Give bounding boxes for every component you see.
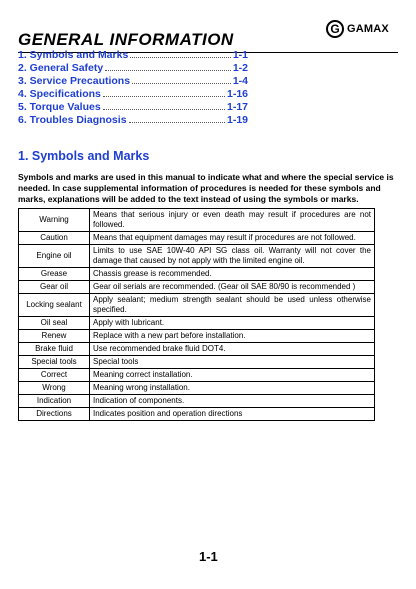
toc-leader-dots [132,82,231,84]
toc-entry-troubles-diagnosis[interactable] [18,114,248,127]
symbol-term: Indication [19,395,90,408]
table-row [19,330,375,343]
symbol-description: Gear oil serials are recommended. (Gear oil SAE 80/90 is recommended ) [90,281,375,294]
toc-entry-page: 1-19 [226,114,248,126]
table-row [19,245,375,268]
toc-entry-specifications[interactable] [18,88,248,101]
toc-entry-label: 3. Service Precautions [18,75,131,87]
toc-entry-label: 4. Specifications [18,88,101,100]
symbol-description: Means that serious injury or even death may result if procedures are not followed. [90,209,375,232]
symbol-description: Indication of components. [90,395,375,408]
table-row [19,408,375,421]
toc-entry-page: 1-16 [226,88,248,100]
toc-leader-dots [103,108,225,110]
symbol-description: Limits to use SAE 10W-40 API SG class oil. Warranty will not cover the damage that caused by not apply with the limited engine oil. [90,245,375,268]
table-row [19,268,375,281]
table-row [19,317,375,330]
symbol-description: Use recommended brake fluid DOT4. [90,343,375,356]
symbol-term: Directions [19,408,90,421]
table-row [19,343,375,356]
symbol-description: Chassis grease is recommended. [90,268,375,281]
table-row [19,232,375,245]
logo-text: GAMAX [347,23,389,35]
toc-entry-label: 5. Torque Values [18,101,101,113]
table-row [19,369,375,382]
toc-entry-general-safety[interactable] [18,62,248,75]
table-row [19,281,375,294]
symbol-term: Locking sealant [19,294,90,317]
symbol-description: Apply sealant; medium strength sealant should be used unless otherwise specified. [90,294,375,317]
toc-entry-label: 1. Symbols and Marks [18,49,129,61]
symbol-term: Renew [19,330,90,343]
symbol-term: Grease [19,268,90,281]
brand-logo [326,18,400,40]
toc-entry-page: 1-1 [232,49,248,61]
table-row [19,209,375,232]
symbol-description: Replace with a new part before installation. [90,330,375,343]
symbol-description: Special tools [90,356,375,369]
toc-entry-page: 1-17 [226,101,248,113]
toc-leader-dots [105,69,231,71]
section-intro-text: Symbols and marks are used in this manual to indicate what and where the special service is needed. In case supplemental information of procedures is needed for these symbols and marks, explanations will be added to the text instead of using the symbols or marks. [18,172,394,204]
toc-leader-dots [103,95,225,97]
symbol-term: Oil seal [19,317,90,330]
toc-entry-symbols-and-marks[interactable] [18,49,248,62]
table-row [19,356,375,369]
table-row [19,395,375,408]
symbol-description: Apply with lubricant. [90,317,375,330]
table-row [19,294,375,317]
symbol-description: Meaning wrong installation. [90,382,375,395]
toc-leader-dots [130,56,231,58]
symbol-term: Caution [19,232,90,245]
page-title: GENERAL INFORMATION [18,30,234,49]
symbol-description: Meaning correct installation. [90,369,375,382]
toc-entry-page: 1-2 [232,62,248,74]
symbol-term: Warning [19,209,90,232]
symbol-description: Indicates position and operation directions [90,408,375,421]
symbol-term: Gear oil [19,281,90,294]
symbol-term: Engine oil [19,245,90,268]
table-of-contents [18,49,248,127]
toc-entry-service-precautions[interactable] [18,75,248,88]
symbol-description: Means that equipment damages may result if procedures are not followed. [90,232,375,245]
toc-entry-label: 6. Troubles Diagnosis [18,114,127,126]
logo-g-icon: G [326,20,344,38]
symbol-term: Brake fluid [19,343,90,356]
toc-entry-label: 2. General Safety [18,62,104,74]
symbols-table [18,208,375,421]
section-heading: 1. Symbols and Marks [18,149,150,163]
symbol-term: Wrong [19,382,90,395]
symbol-term: Special tools [19,356,90,369]
table-row [19,382,375,395]
toc-leader-dots [129,121,225,123]
page-number: 1-1 [199,549,218,564]
symbol-term: Correct [19,369,90,382]
toc-entry-torque-values[interactable] [18,101,248,114]
toc-entry-page: 1-4 [232,75,248,87]
